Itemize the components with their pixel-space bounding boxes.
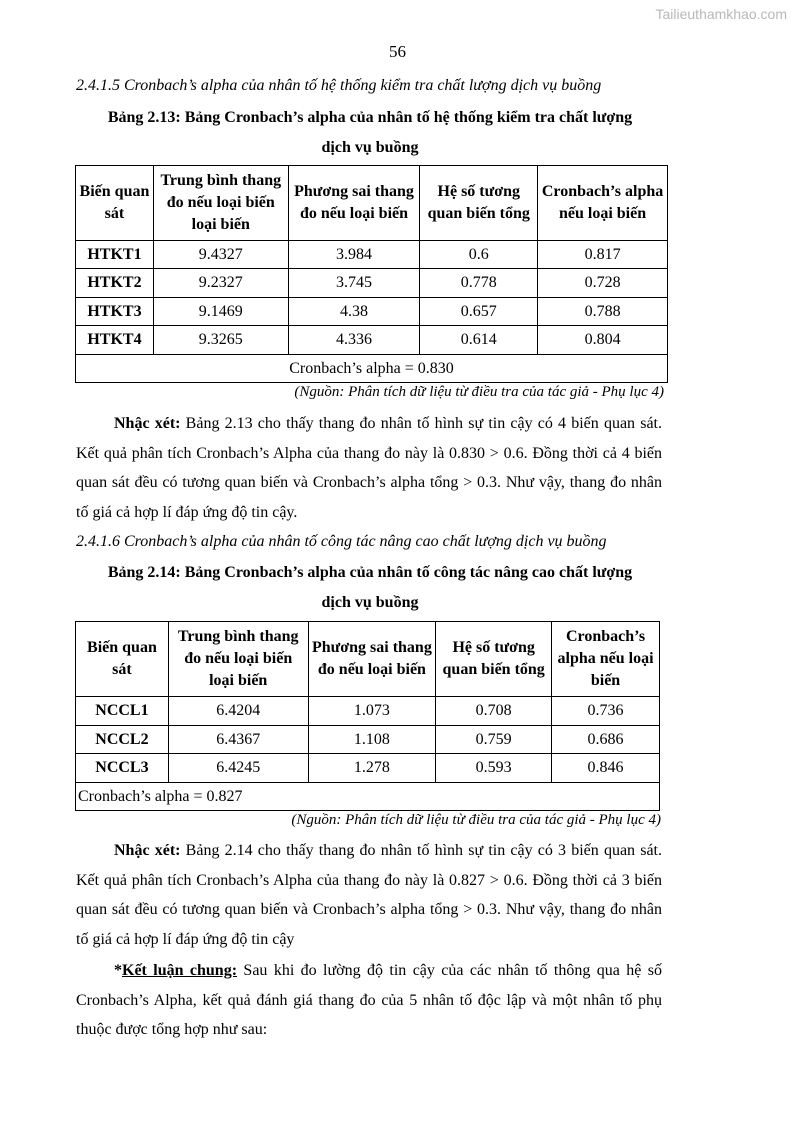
remark-text: Bảng 2.13 cho thấy thang đo nhân tố hình sự tin cậy có 4 biến quan sát. Kết quả phân tích Cronbach’s Alpha của thang đo này là 0.830 > 0.6. Đồng thời cả 4 biến quan sát đều có tương quan biến và Cronbach’s alpha tổng > 0.3. Như vậy, thang đo nhân tố giá cả hợp lí đáp ứng độ tin cậy. <box>76 415 663 521</box>
remark-text: Bảng 2.14 cho thấy thang đo nhân tố hình sự tin cậy có 3 biến quan sát. Kết quả phân tích Cronbach’s Alpha của thang đo này là 0.827 > 0.6. Đồng thời cả 3 biến quan sát đều có tương quan biến và Cronbach’s alpha tổng > 0.3. Như vậy, thang đo nhân tố giá cả hợp lí đáp ứng độ tin cậy <box>76 842 663 948</box>
cronbach-alpha-total: Cronbach’s alpha = 0.827 <box>76 783 660 811</box>
cell-value: 6.4367 <box>168 726 308 754</box>
cell-variable: NCCL1 <box>76 697 169 726</box>
cell-value: 0.614 <box>420 326 538 355</box>
conclusion-text: Sau khi đo lường độ tin cậy của các nhân tố thông qua hệ số Cronbach’s Alpha, kết quả đánh giá thang đo của 5 nhân tố độc lập và một nhân tố phụ thuộc được tổng hợp như sau: <box>76 962 662 1038</box>
table-row <box>76 754 660 783</box>
caption-line-1: Bảng 2.14: Bảng Cronbach’s alpha của nhân tố công tác nâng cao chất lượng <box>107 564 633 581</box>
cell-value: 0.804 <box>538 326 668 355</box>
header-cell: Biến quan sát <box>76 166 154 241</box>
cell-value: 3.984 <box>288 241 420 269</box>
cell-value: 0.817 <box>538 241 668 269</box>
cell-variable: HTKT3 <box>76 298 154 326</box>
header-cell: Trung bình thang đo nếu loại biến loại biến <box>168 622 308 697</box>
header-cell: Phương sai thang đo nếu loại biến <box>308 622 436 697</box>
watermark: Tailieuthamkhao.com <box>655 6 787 22</box>
cell-variable: HTKT4 <box>76 326 154 355</box>
remark-label: Nhậc xét: <box>114 842 181 859</box>
cell-value: 0.686 <box>552 726 660 754</box>
cell-variable: NCCL2 <box>76 726 169 754</box>
header-cell: Hệ số tương quan biến tổng <box>420 166 538 241</box>
cell-value: 0.593 <box>436 754 552 783</box>
cell-value: 1.108 <box>308 726 436 754</box>
cell-value: 6.4204 <box>168 697 308 726</box>
section-heading-2-4-1-5: 2.4.1.5 Cronbach’s alpha của nhân tố hệ thống kiểm tra chất lượng dịch vụ buồng <box>76 77 602 94</box>
cell-value: 1.278 <box>308 754 436 783</box>
table-2-13 <box>75 165 668 383</box>
table-2-13-source: (Nguồn: Phân tích dữ liệu từ điều tra của tác giả - Phụ lục 4) <box>294 384 664 400</box>
table-row <box>76 241 668 269</box>
table-row <box>76 298 668 326</box>
header-cell: Cronbach’s alpha nếu loại biến <box>552 622 660 697</box>
table-2-13-caption <box>76 103 664 163</box>
cell-value: 1.073 <box>308 697 436 726</box>
table-row <box>76 697 660 726</box>
table-2-14 <box>75 621 660 811</box>
remark-label: Nhậc xét: <box>114 415 181 432</box>
caption-line-2: dịch vụ buồng <box>321 139 419 156</box>
conclusion-label: Kết luận chung: <box>122 962 238 979</box>
cell-value: 9.4327 <box>153 241 288 269</box>
table-row <box>76 726 660 754</box>
cell-value: 0.778 <box>420 269 538 298</box>
remark-2-14 <box>76 836 662 954</box>
cell-value: 4.38 <box>288 298 420 326</box>
cell-value: 0.728 <box>538 269 668 298</box>
conclusion-star: * <box>114 962 122 979</box>
cell-value: 4.336 <box>288 326 420 355</box>
page-number: 56 <box>389 42 406 61</box>
table-2-14-source: (Nguồn: Phân tích dữ liệu từ điều tra của tác giả - Phụ lục 4) <box>291 812 661 828</box>
cell-value: 9.3265 <box>153 326 288 355</box>
cell-value: 0.6 <box>420 241 538 269</box>
table-2-14-caption <box>76 558 664 618</box>
cell-value: 0.788 <box>538 298 668 326</box>
table-footer-row <box>76 355 668 383</box>
header-cell: Cronbach’s alpha nếu loại biến <box>538 166 668 241</box>
cell-variable: HTKT1 <box>76 241 154 269</box>
table-row <box>76 269 668 298</box>
cell-value: 0.759 <box>436 726 552 754</box>
table-footer-row <box>76 783 660 811</box>
cell-value: 9.2327 <box>153 269 288 298</box>
cell-value: 0.736 <box>552 697 660 726</box>
remark-2-13 <box>76 409 662 527</box>
cell-value: 6.4245 <box>168 754 308 783</box>
cell-value: 9.1469 <box>153 298 288 326</box>
header-cell: Trung bình thang đo nếu loại biến loại biến <box>153 166 288 241</box>
header-cell: Biến quan sát <box>76 622 169 697</box>
cell-value: 0.657 <box>420 298 538 326</box>
header-cell: Phương sai thang đo nếu loại biến <box>288 166 420 241</box>
caption-line-2: dịch vụ buồng <box>321 594 419 611</box>
table-header-row <box>76 622 660 697</box>
cronbach-alpha-total: Cronbach’s alpha = 0.830 <box>76 355 668 383</box>
table-row <box>76 326 668 355</box>
cell-value: 3.745 <box>288 269 420 298</box>
section-heading-2-4-1-6: 2.4.1.6 Cronbach’s alpha của nhân tố công tác nâng cao chất lượng dịch vụ buồng <box>76 533 607 550</box>
table-header-row <box>76 166 668 241</box>
cell-variable: HTKT2 <box>76 269 154 298</box>
cell-value: 0.846 <box>552 754 660 783</box>
cell-variable: NCCL3 <box>76 754 169 783</box>
general-conclusion <box>76 956 662 1045</box>
header-cell: Hệ số tương quan biến tổng <box>436 622 552 697</box>
cell-value: 0.708 <box>436 697 552 726</box>
caption-line-1: Bảng 2.13: Bảng Cronbach’s alpha của nhân tố hệ thống kiểm tra chất lượng <box>107 109 633 126</box>
